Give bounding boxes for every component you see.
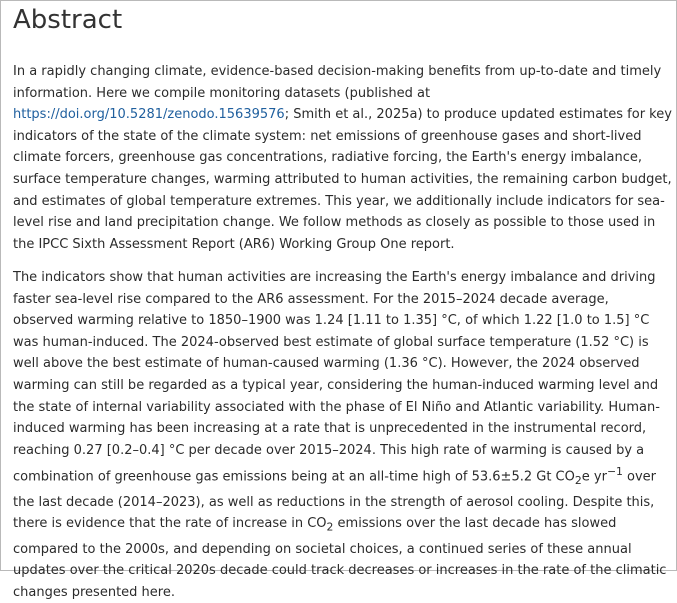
co2-subscript-1: 2 xyxy=(574,474,582,488)
paragraph-2-text-a: The indicators show that human activities are increasing the Earth's energy imbalance and driving faster sea-level rise compared to the AR6 assessment. For the 2015–2024 decade average, observed warming relative to 1850–1900 was 1.24 [1.11 to 1.35] °C, of which 1.22 [1.0 to 1.5] °C was human-induced. The 2024-observed best estimate of global surface temperature (1.52 °C) is well above the best estimate of human-caused warming (1.36 °C). However, the 2024 observed warming can still be regarded as a typical year, considering the human-induced warming level and the state of internal variability associated with the phase of El Niño and Atlantic variability. Human-induced warming has been increasing at a rate that is unprecedented in the instrumental record, reaching 0.27 [0.2–0.4] °C per decade over 2015–2024. This high rate of warming is caused by a combination of greenhouse gas emissions being at an all-time high of 53.6±5.2 Gt CO xyxy=(13,270,660,485)
paragraph-2-text-c: over the last decade (2014–2023), as well as reductions in the strength of aerosol cooling. Despite this, there is evidence that the rate of increase in CO xyxy=(13,469,657,532)
abstract-paragraph-2 xyxy=(13,267,673,603)
paragraph-1-text-end: ; Smith et al., 2025a) to produce updated estimates for key indicators of the state of the climate system: net emissions of greenhouse gases and short-lived climate forcers, greenhouse gas concentrations, radiative forcing, the Earth's energy imbalance, surface temperature changes, warming attributed to human activities, the remaining carbon budget, and estimates of global temperature extremes. This year, we additionally include indicators for sea-level rise and land precipitation change. We follow methods as closely as possible to those used in the IPCC Sixth Assessment Report (AR6) Working Group One report. xyxy=(13,107,672,252)
abstract-heading: Abstract xyxy=(13,5,123,35)
unit-superscript: −1 xyxy=(606,465,623,479)
abstract-paragraph-1 xyxy=(13,61,673,255)
co2-subscript-2: 2 xyxy=(326,521,334,535)
paragraph-2-text-b: e yr xyxy=(581,469,607,485)
paragraph-1-text-start: In a rapidly changing climate, evidence-based decision-making benefits from up-to-date and timely information. Here we compile monitoring datasets (published at xyxy=(13,64,662,101)
paragraph-2-text-d: emissions over the last decade has slowed compared to the 2000s, and depending on societal choices, a continued series of these annual updates over the critical 2020s decade could track decreases or increases in the rate of the climatic changes presented here. xyxy=(13,516,667,600)
dataset-doi-link[interactable]: https://doi.org/10.5281/zenodo.15639576 xyxy=(13,107,285,123)
